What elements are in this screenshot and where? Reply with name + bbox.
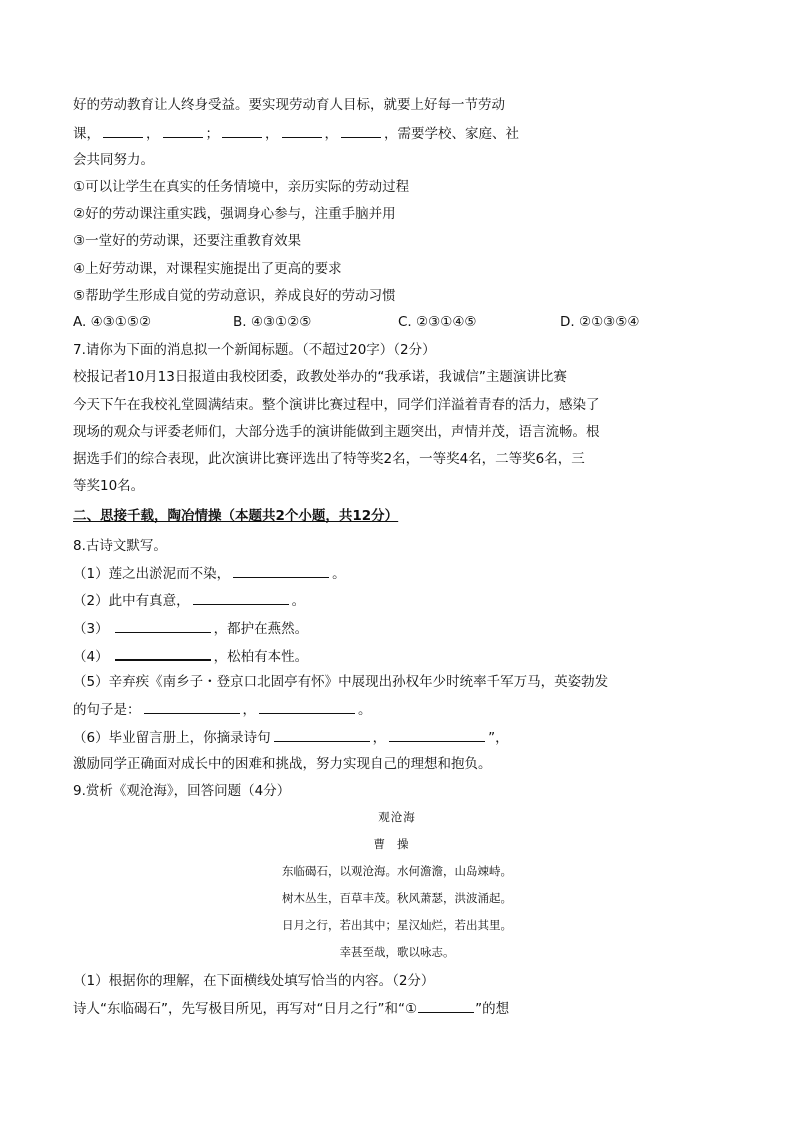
poem-line: 东临碣石，以观沧海。水何澹澹，山岛竦峙。 — [282, 864, 512, 878]
q8-item-2-text: （2）此中有真意， — [73, 593, 190, 609]
q8-item-1 — [73, 564, 346, 583]
q6-line3: 会共同努力。 — [73, 152, 154, 168]
answer-blank[interactable] — [193, 591, 289, 605]
answer-blank[interactable] — [144, 700, 240, 714]
q8-item-6-line2: 激励同学正确面对成长中的困难和挑战，努力实现自己的理想和抱负。 — [73, 756, 492, 772]
section-heading: 二、思接千载，陶冶情操（本题共2个小题，共12分） — [73, 508, 399, 524]
q8-item-5-line2 — [73, 700, 372, 719]
q8-item-4-label: （4） — [73, 649, 109, 665]
option-b[interactable]: B. ④③①②⑤ — [233, 314, 312, 330]
q9-sub1: （1）根据你的理解，在下面横线处填写恰当的内容。（2分） — [73, 973, 435, 989]
poem-author: 曹操 — [373, 837, 421, 851]
q8-item-6-close: ”， — [488, 730, 509, 746]
q6-options — [73, 313, 733, 331]
q9-sub1-text-end: ”的想 — [475, 1001, 510, 1017]
q8-item-6-text: （6）毕业留言册上，你摘录诗句 — [73, 730, 271, 746]
q9-sub1-line — [73, 999, 509, 1018]
q6-statement-3: ③一堂好的劳动课，还要注重教育效果 — [73, 233, 302, 249]
answer-blank[interactable] — [103, 124, 143, 138]
poem-title: 观沧海 — [378, 810, 416, 824]
poem-line: 树木丛生，百草丰茂。秋风萧瑟，洪波涌起。 — [282, 891, 512, 905]
q6-statement-2: ②好的劳动课注重实践，强调身心参与，注重手脑并用 — [73, 206, 396, 222]
q8-item-5-line1: （5）辛弃疾《南乡子・登京口北固亭有怀》中展现出孙权年少时统率千军万马，英姿勃发 — [73, 674, 609, 690]
semicolon: ； — [205, 126, 219, 142]
q8-item-5-text: 的句子是： — [73, 702, 141, 718]
answer-blank[interactable] — [259, 700, 355, 714]
q7-line: 等奖10名。 — [73, 478, 145, 494]
q7-line: 现场的观众与评委老师们，大部分选手的演讲能做到主题突出，声情并茂，语言流畅。根 — [73, 424, 600, 440]
q8-item-4-text: ，松柏有本性。 — [213, 649, 309, 665]
q7-line: 今天下午在我校礼堂圆满结束。整个演讲比赛过程中，同学们洋溢着青春的活力，感染了 — [73, 397, 600, 413]
q8-item-2 — [73, 591, 305, 610]
q7-prompt: 7.请你为下面的消息拟一个新闻标题。（不超过20字）（2分） — [73, 342, 436, 358]
q7-line: 据选手们的综合表现，此次演讲比赛评选出了特等奖2名，一等奖4名，二等奖6名，三 — [73, 451, 585, 467]
period: 。 — [291, 593, 306, 609]
q8-prompt: 8.古诗文默写。 — [73, 538, 167, 554]
answer-blank[interactable] — [115, 619, 211, 633]
poem-line: 幸甚至哉，歌以咏志。 — [339, 945, 455, 959]
q8-item-1-text: （1）莲之出淤泥而不染， — [73, 566, 231, 582]
answer-blank[interactable] — [418, 999, 474, 1013]
option-a[interactable]: A. ④③①⑤② — [73, 314, 152, 330]
poem-line: 日月之行，若出其中；星汉灿烂，若出其里。 — [282, 918, 512, 932]
q9-prompt: 9.赏析《观沧海》，回答问题（4分） — [73, 783, 291, 799]
q6-line1: 好的劳动教育让人终身受益。要实现劳动育人目标，就要上好每一节劳动 — [73, 97, 505, 113]
answer-blank[interactable] — [389, 728, 485, 742]
comma: ， — [265, 126, 279, 142]
q8-item-4 — [73, 646, 308, 666]
q6-statement-1: ①可以让学生在真实的任务情境中，亲历实际的劳动过程 — [73, 179, 410, 195]
answer-blank[interactable] — [282, 124, 322, 138]
q9-sub1-text: 诗人“东临碣石”，先写极目所见，再写对“日月之行”和“① — [73, 1001, 418, 1017]
answer-blank[interactable] — [233, 564, 329, 578]
period: 。 — [332, 566, 346, 582]
comma: ， — [372, 730, 387, 746]
answer-blank[interactable] — [115, 646, 211, 661]
q6-statement-4: ④上好劳动课，对课程实施提出了更高的要求 — [73, 261, 342, 277]
option-d[interactable]: D. ②①③⑤④ — [560, 314, 640, 330]
period: 。 — [358, 702, 372, 718]
comma: ， — [242, 702, 256, 718]
q6-statement-5: ⑤帮助学生形成自觉的劳动意识，养成良好的劳动习惯 — [73, 288, 396, 304]
answer-blank[interactable] — [163, 124, 203, 138]
answer-blank[interactable] — [222, 124, 262, 138]
q6-line2-suffix: ，需要学校、家庭、社 — [384, 126, 519, 142]
answer-blank[interactable] — [274, 728, 370, 742]
q7-line: 校报记者10月13日报道由我校团委，政教处举办的“我承诺，我诚信”主题演讲比赛 — [73, 369, 567, 385]
q6-line2 — [73, 124, 519, 143]
q8-item-3 — [73, 619, 308, 638]
comma: ， — [324, 126, 338, 142]
comma: ， — [146, 126, 160, 142]
q8-item-6-line1 — [73, 728, 509, 747]
answer-blank[interactable] — [341, 124, 381, 138]
q8-item-3-label: （3） — [73, 621, 109, 637]
option-c[interactable]: C. ②③①④⑤ — [398, 314, 477, 330]
q6-line2-prefix: 课， — [73, 126, 100, 142]
q8-item-3-text: ，都护在燕然。 — [213, 621, 309, 637]
